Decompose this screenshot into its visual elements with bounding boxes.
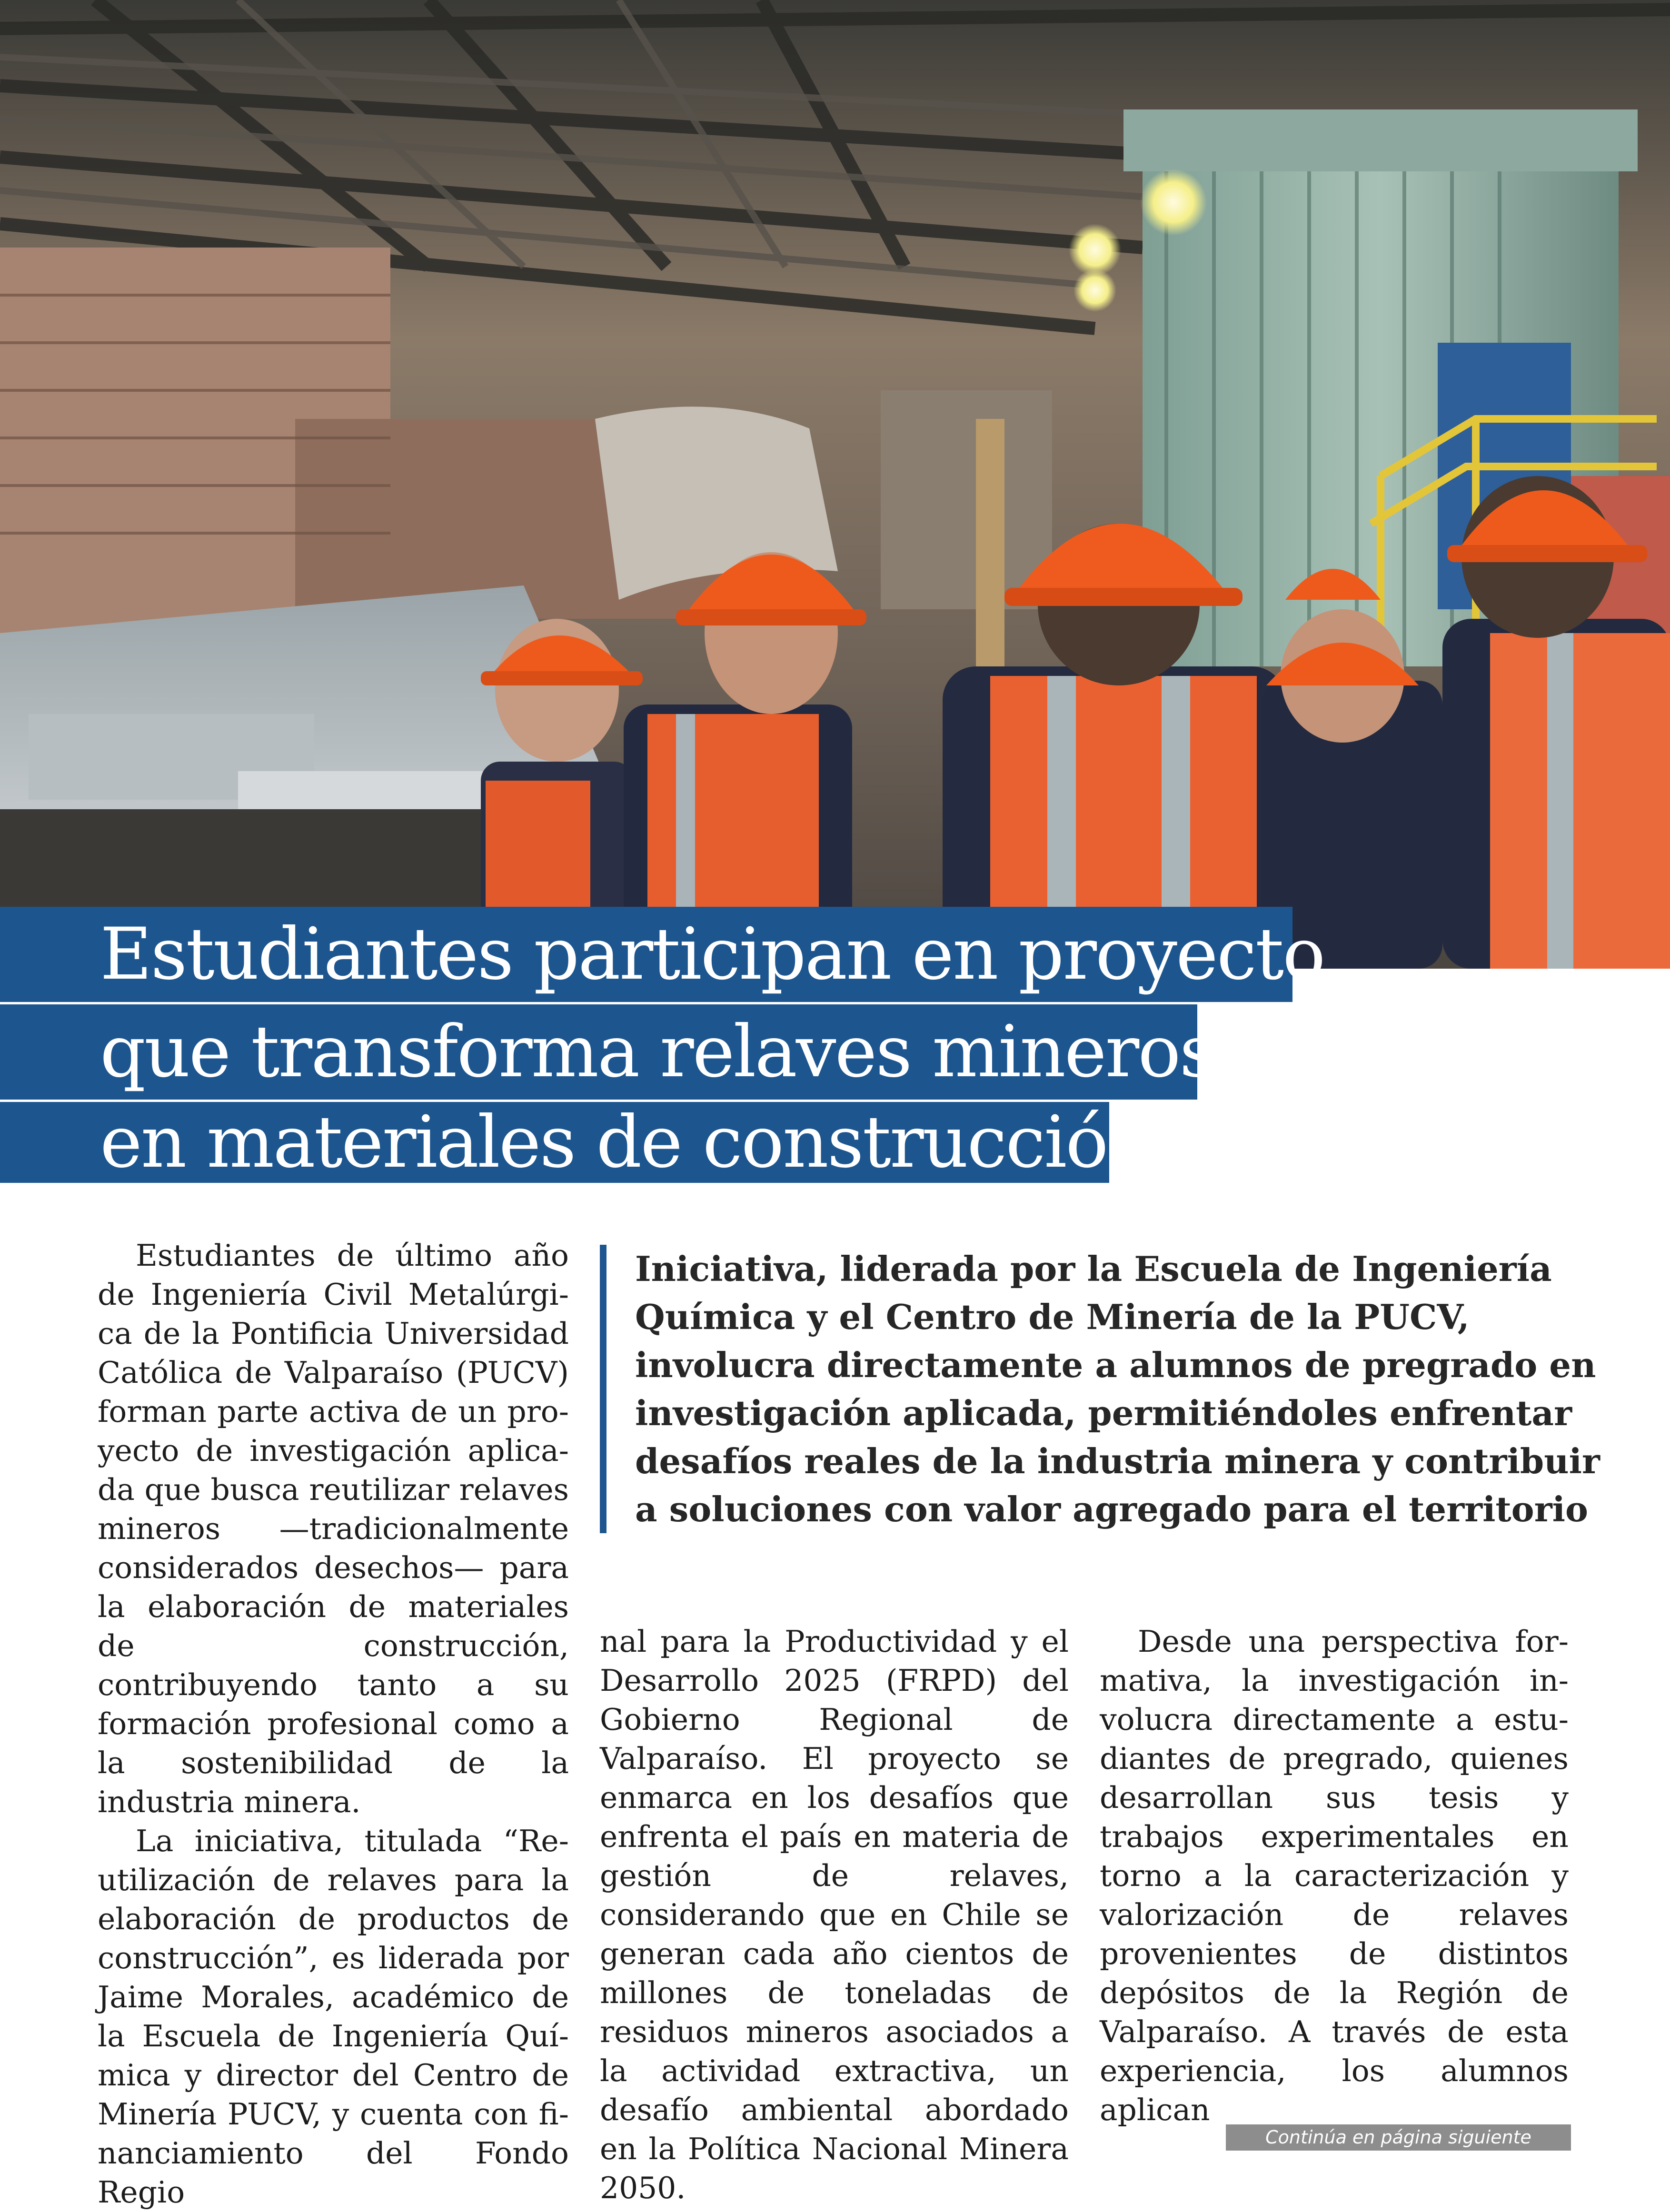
headline-line-3: en materiales de construcción xyxy=(0,1102,1109,1183)
hero-photo xyxy=(0,0,1670,969)
article-paragraph: La iniciativa, titulada “Reutilización de relaves para la elaboración de productos de construcción”, es liderada por Jaime Morales, académico de la Escuela de Ingeniería Química y director del Centro de Minería PUCV, y cuenta con financiamiento del Fondo Regio xyxy=(98,1824,569,2210)
pull-quote-line: Química y el Centro de Minería de la PUCV, xyxy=(635,1297,1470,1337)
pull-quote xyxy=(600,1245,1600,1533)
pull-quote-line: a soluciones con valor agregado para el territorio xyxy=(635,1489,1589,1529)
headline-line-2: que transforma relaves mineros xyxy=(0,1004,1197,1100)
article-paragraph: nal para la Productividad y el Desarrollo 2025 (FRPD) del Gobierno Regional de Valparaíso. El proyecto se enmarca en los desafíos que enfrenta el país en materia de gestión de relaves, considerando que en Chile se generan cada año cientos de millones de toneladas de residuos mineros asociados a la actividad extractiva, un desafío ambiental abordado en la Política Nacional Minera 2050. xyxy=(600,1624,1069,2205)
pull-quote-line: desafíos reales de la industria minera y contribuir xyxy=(635,1441,1600,1481)
pull-quote-line: involucra directamente a alumnos de pregrado en xyxy=(635,1345,1596,1385)
pull-quote-line: investigación aplicada, permitiéndoles enfrentar xyxy=(635,1393,1572,1433)
article-column-right xyxy=(1100,1622,1569,2130)
article-column-left xyxy=(98,1236,569,2212)
article-column-middle xyxy=(600,1622,1069,2208)
pull-quote-line: Iniciativa, liderada por la Escuela de Ingeniería xyxy=(635,1249,1552,1289)
article-paragraph: Desde una perspectiva formativa, la investigación involucra directamente a estudiantes de pregrado, quienes desarrollan sus tesis y trabajos experimentales en torno a la caracterización y valorización de relaves provenientes de distintos depósitos de la Región de Valparaíso. A través de esta experiencia, los alumnos aplican xyxy=(1100,1624,1569,2127)
article-paragraph: Estudiantes de último año de Ingeniería Civil Metalúrgica de la Pontificia Universidad Católica de Valparaíso (PUCV) forman parte activa de un proyecto de investigación aplicada que busca reutilizar relaves mineros —tradicionalmente considerados desechos— para la elaboración de materiales de construcción, contribuyendo tanto a su formación profesional como a la sostenibilidad de la industria minera. xyxy=(98,1238,569,1819)
headline-line-1: Estudiantes participan en proyecto xyxy=(0,907,1292,1002)
industrial-plant-photo-icon xyxy=(0,0,1670,969)
continue-badge: Continúa en página siguiente xyxy=(1226,2124,1571,2151)
